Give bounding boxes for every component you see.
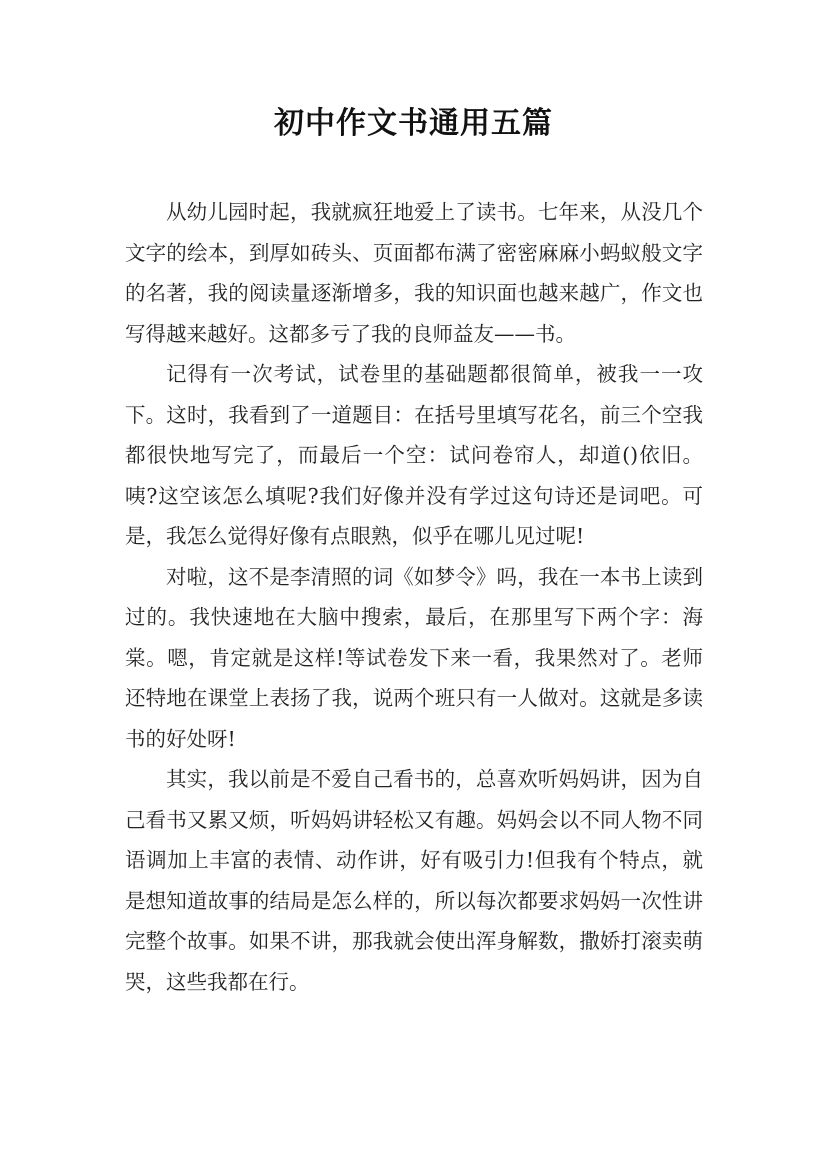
paragraph-2: 记得有一次考试，试卷里的基础题都很简单，被我一一攻下。这时，我看到了一道题目：在括号里填写花名，前三个空我都很快地写完了，而最后一个空：试问卷帘人，却道()依旧。咦?这空该怎么填呢?我们好像并没有学过这句诗还是词吧。可是，我怎么觉得好像有点眼熟，似乎在哪儿见过呢! [125, 362, 703, 548]
document-body [125, 192, 703, 1002]
document-title: 初中作文书通用五篇 [274, 106, 553, 141]
paragraph-1: 从幼儿园时起，我就疯狂地爱上了读书。七年来，从没几个文字的绘本，到厚如砖头、页面都布满了密密麻麻小蚂蚁般文字的名著，我的阅读量逐渐增多，我的知识面也越来越广，作文也写得越来越好。这都多亏了我的良师益友——书。 [125, 200, 703, 346]
paragraph-3: 对啦，这不是李清照的词《如梦令》吗，我在一本书上读到过的。我快速地在大脑中搜索，最后，在那里写下两个字：海棠。嗯，肯定就是这样!等试卷发下来一看，我果然对了。老师还特地在课堂上表扬了我，说两个班只有一人做对。这就是多读书的好处呀! [125, 564, 703, 751]
paragraph-4: 其实，我以前是不爱自己看书的，总喜欢听妈妈讲，因为自己看书又累又烦，听妈妈讲轻松又有趣。妈妈会以不同人物不同语调加上丰富的表情、动作讲，好有吸引力!但我有个特点，就是想知道故事的结局是怎么样的，所以每次都要求妈妈一次性讲完整个故事。如果不讲，那我就会使出浑身解数，撒娇打滚卖萌哭，这些我都在行。 [125, 767, 703, 994]
